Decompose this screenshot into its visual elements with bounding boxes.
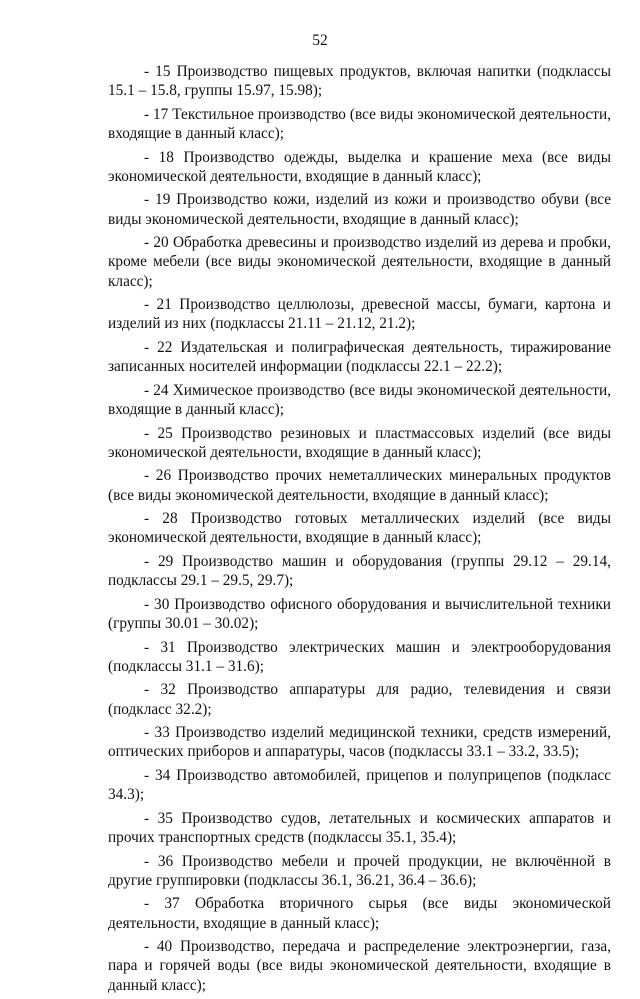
document-body xyxy=(108,62,611,999)
list-item-class-36: - 36 Производство мебели и прочей продукции, не включённой в другие группировки (подклассы 36.1, 36.21, 36.4 – 36.6); xyxy=(108,852,611,889)
list-item-class-24: - 24 Химическое производство (все виды экономической деятельности, входящие в данный класс); xyxy=(108,381,611,418)
list-item-class-20: - 20 Обработка древесины и производство изделий из дерева и пробки, кроме мебели (все виды экономической деятельности, входящие в данный класс); xyxy=(108,234,611,290)
list-item-class-15: - 15 Производство пищевых продуктов, включая напитки (подклассы 15.1 – 15.8, группы 15.97, 15.98); xyxy=(108,63,611,100)
list-item-class-35: - 35 Производство судов, летательных и космических аппаратов и прочих транспортных средств (подклассы 35.1, 35.4); xyxy=(108,809,611,846)
list-item-class-19: - 19 Производство кожи, изделий из кожи и производство обуви (все виды экономической деятельности, входящие в данный класс); xyxy=(108,191,611,228)
list-item-class-30: - 30 Производство офисного оборудования и вычислительной техники (группы 30.01 – 30.02); xyxy=(108,595,611,632)
list-item-class-34: - 34 Производство автомобилей, прицепов и полуприцепов (подкласс 34.3); xyxy=(108,766,611,804)
list-item-class-17: - 17 Текстильное производство (все виды экономической деятельности, входящие в данный класс); xyxy=(108,105,611,142)
list-item-class-26: - 26 Производство прочих неметаллических минеральных продуктов (все виды экономической деятельности, входящие в данный класс); xyxy=(108,467,611,504)
list-item-class-21: - 21 Производство целлюлозы, древесной массы, бумаги, картона и изделий из них (подклассы 21.11 – 21.12, 21.2); xyxy=(108,296,611,333)
list-item-class-25: - 25 Производство резиновых и пластмассовых изделий (все виды экономической деятельности, входящие в данный класс); xyxy=(108,424,611,461)
page-number: 52 xyxy=(312,32,328,49)
list-item-class-22: - 22 Издательская и полиграфическая деятельность, тиражирование записанных носителей информации (подклассы 22.1 – 22.2); xyxy=(108,338,611,376)
list-item-class-31: - 31 Производство электрических машин и электрооборудования (подклассы 31.1 – 31.6); xyxy=(108,638,611,675)
list-item-class-32: - 32 Производство аппаратуры для радио, телевидения и связи (подкласс 32.2); xyxy=(108,681,611,718)
list-item-class-33: - 33 Производство изделий медицинской техники, средств измерений, оптических приборов и аппаратуры, часов (подклассы 33.1 – 33.2, 33.5); xyxy=(108,724,611,761)
list-item-class-28: - 28 Производство готовых металлических изделий (все виды экономической деятельности, входящие в данный класс); xyxy=(108,510,611,547)
list-item-class-40: - 40 Производство, передача и распределение электроэнергии, газа, пара и горячей воды (все виды экономической деятельности, входящие в данный класс); xyxy=(108,938,611,994)
list-item-class-18: - 18 Производство одежды, выделка и крашение меха (все виды экономической деятельности, входящие в данный класс); xyxy=(108,148,611,185)
list-item-class-37: - 37 Обработка вторичного сырья (все виды экономической деятельности, входящие в данный класс); xyxy=(108,895,611,932)
list-item-class-29: - 29 Производство машин и оборудования (группы 29.12 – 29.14, подклассы 29.1 – 29.5, 29.7); xyxy=(108,552,611,590)
